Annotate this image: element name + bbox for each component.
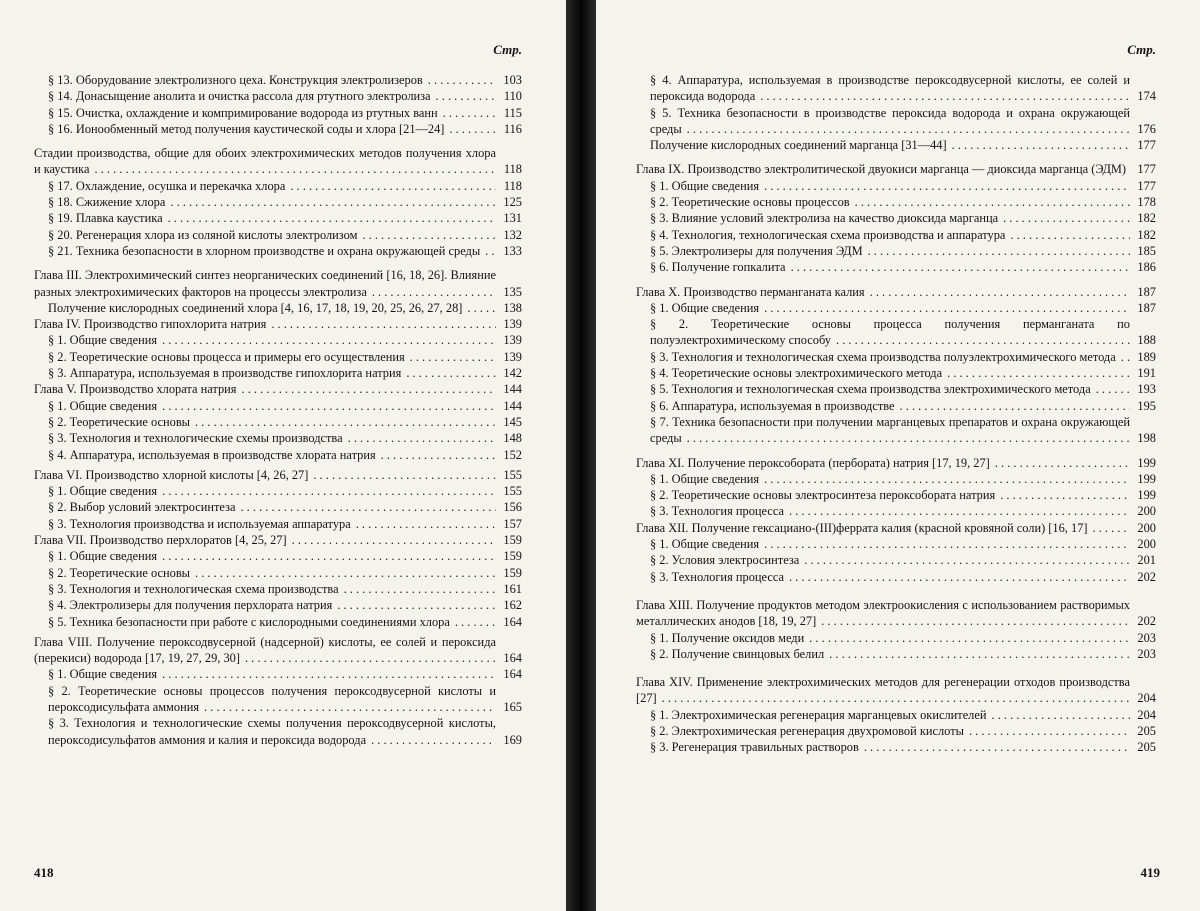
toc-entry-page: 203: [1130, 646, 1156, 662]
toc-entry-title: § 2. Теоретические основы процесса и примеры его осуществления: [48, 349, 405, 364]
toc-entry-page: 169: [496, 732, 522, 748]
right-page: [596, 0, 1200, 911]
toc-entry-page: 135: [496, 284, 522, 300]
toc-entry-title: Глава VII. Производство перхлоратов [4, 25, 27]: [34, 533, 287, 548]
toc-entry-page: 187: [1130, 284, 1156, 300]
toc-entry-page: 195: [1130, 398, 1156, 414]
toc-chapter-entry: [34, 467, 522, 483]
toc-section-entry: [34, 194, 522, 210]
toc-entry-page: 200: [1130, 520, 1156, 536]
toc-entry-title: Глава V. Производство хлората натрия: [34, 382, 237, 397]
toc-entry-page: 159: [496, 532, 522, 548]
toc-section-entry: [34, 227, 522, 243]
toc-entry-page: 164: [496, 666, 522, 682]
toc-entry-title: § 1. Общие сведения: [48, 333, 158, 348]
toc-entry-title: § 2. Электрохимическая регенерация двухромовой кислоты: [650, 723, 964, 738]
toc-entry-page: 202: [1130, 569, 1156, 585]
toc-entry-page: 161: [496, 581, 522, 597]
toc-entry-page: 132: [496, 227, 522, 243]
toc-entry-page: 191: [1130, 365, 1156, 381]
toc-entry-page: 177: [1130, 137, 1156, 153]
toc-entry-page: 152: [496, 447, 522, 463]
toc-entry-title: § 1. Общие сведения: [650, 537, 760, 552]
toc-entry-title: § 3. Регенерация травильных растворов: [650, 740, 859, 755]
toc-section-entry: [34, 447, 522, 463]
toc-chapter-entry: [636, 455, 1156, 471]
toc-entry-title: § 2. Выбор условий электросинтеза: [48, 500, 236, 515]
toc-section-entry: [636, 227, 1156, 243]
toc-chapter-entry: [636, 520, 1156, 536]
toc-entry-title: § 3. Технология и технологические схемы получения пероксодвусерной кислоты, пероксодисульфатов аммония и калия и пероксида водорода: [48, 716, 496, 747]
toc-entry-title: § 1. Общие сведения: [650, 471, 760, 486]
toc-entry-title: § 3. Влияние условий электролиза на качество диоксида марганца: [650, 211, 999, 226]
toc-section-entry: [34, 516, 522, 532]
toc-entry-title: § 2. Теоретические основы: [48, 565, 191, 580]
toc-entry-page: 188: [1130, 332, 1156, 348]
toc-section-entry: [636, 300, 1156, 316]
toc-entry-page: 155: [496, 467, 522, 483]
toc-section-entry: [636, 365, 1156, 381]
toc-section-entry: [34, 683, 522, 716]
toc-list-left: [34, 72, 522, 748]
toc-section-entry: [636, 72, 1156, 105]
toc-entry-title: § 1. Общие сведения: [650, 300, 760, 315]
toc-chapter-entry: [34, 381, 522, 397]
toc-entry-title: Глава XIV. Применение электрохимических методов для регенерации отходов производства [27]: [636, 675, 1130, 706]
toc-section-entry: [636, 259, 1156, 275]
toc-entry-title: § 1. Общие сведения: [48, 549, 158, 564]
toc-entry-title: § 4. Технология, технологическая схема производства и аппаратура: [650, 227, 1006, 242]
toc-entry-page: 199: [1130, 471, 1156, 487]
toc-section-entry: [636, 210, 1156, 226]
toc-entry-title: § 2. Теоретические основы: [48, 414, 191, 429]
toc-section-entry: [34, 398, 522, 414]
toc-entry-page: 182: [1130, 210, 1156, 226]
toc-entry-title: § 3. Технология и технологическая схема производства полуэлектрохимического метода: [650, 349, 1116, 364]
toc-entry-page: 205: [1130, 739, 1156, 755]
toc-entry-title: § 1. Получение оксидов меди: [650, 630, 805, 645]
toc-entry-page: 199: [1130, 487, 1156, 503]
toc-entry-page: 177: [1130, 161, 1156, 177]
toc-section-entry: [34, 88, 522, 104]
toc-section-entry: [34, 121, 522, 137]
toc-section-entry: [34, 365, 522, 381]
toc-section-entry: [636, 349, 1156, 365]
toc-section-entry: [636, 194, 1156, 210]
toc-entry-page: 139: [496, 316, 522, 332]
toc-section-entry: [34, 300, 522, 316]
toc-entry-page: 164: [496, 650, 522, 666]
toc-entry-title: § 18. Сжижение хлора: [48, 195, 166, 210]
toc-entry-page: 145: [496, 414, 522, 430]
toc-entry-title: § 5. Электролизеры для получения ЭДМ: [650, 243, 863, 258]
toc-section-entry: [34, 105, 522, 121]
toc-section-entry: [636, 503, 1156, 519]
toc-entry-page: 131: [496, 210, 522, 226]
toc-chapter-entry: [636, 284, 1156, 300]
toc-section-entry: [636, 707, 1156, 723]
toc-entry-page: 125: [496, 194, 522, 210]
toc-entry-title: § 3. Технология и технологическая схема производства: [48, 581, 339, 596]
toc-section-entry: [636, 381, 1156, 397]
toc-entry-title: § 1. Электрохимическая регенерация марганцевых окислителей: [650, 707, 987, 722]
toc-section-entry: [636, 243, 1156, 259]
toc-section-entry: [636, 398, 1156, 414]
toc-entry-title: § 21. Техника безопасности в хлорном производстве и охрана окружающей среды: [48, 243, 481, 258]
toc-entry-page: 186: [1130, 259, 1156, 275]
toc-entry-title: § 5. Технология и технологическая схема производства электрохимического метода: [650, 382, 1091, 397]
toc-section-entry: [34, 597, 522, 613]
toc-entry-title: § 1. Общие сведения: [48, 484, 158, 499]
toc-chapter-entry: [34, 145, 522, 178]
toc-section-entry: [34, 430, 522, 446]
page-column-header: Стр.: [1127, 42, 1156, 57]
toc-entry-page: 148: [496, 430, 522, 446]
toc-chapter-entry: [636, 674, 1156, 707]
toc-entry-title: § 1. Общие сведения: [650, 178, 760, 193]
toc-section-entry: [34, 349, 522, 365]
page-number: 418: [34, 865, 54, 880]
toc-entry-title: § 6. Получение гопкалита: [650, 260, 786, 275]
toc-chapter-entry: [34, 267, 522, 300]
toc-entry-title: § 3. Технология процесса: [650, 504, 784, 519]
toc-entry-title: § 2. Теоретические основы электросинтеза пероксобората натрия: [650, 488, 996, 503]
toc-entry-page: 118: [496, 178, 522, 194]
toc-entry-page: 139: [496, 332, 522, 348]
toc-entry-page: 138: [496, 300, 522, 316]
toc-entry-page: 110: [496, 88, 522, 104]
toc-section-entry: [636, 471, 1156, 487]
toc-entry-page: 133: [496, 243, 522, 259]
toc-entry-page: 204: [1130, 707, 1156, 723]
toc-entry-title: § 4. Аппаратура, используемая в производстве хлората натрия: [48, 447, 376, 462]
toc-entry-title: § 16. Ионообменный метод получения каустической соды и хлора [21—24]: [48, 121, 445, 136]
toc-entry-page: 201: [1130, 552, 1156, 568]
toc-entry-title: Глава XII. Получение гексациано-(III)феррата калия (красной кровяной соли) [16, 17]: [636, 520, 1088, 535]
toc-section-entry: [34, 332, 522, 348]
toc-entry-title: Глава XIII. Получение продуктов методом электроокисления с использованием растворимых металлических анодов [18, 19, 27]: [636, 597, 1130, 629]
page-column-header: Стр.: [493, 42, 522, 57]
toc-section-entry: [636, 552, 1156, 568]
toc-section-entry: [636, 178, 1156, 194]
toc-entry-title: § 1. Общие сведения: [48, 398, 158, 413]
toc-list-right: [636, 72, 1156, 756]
toc-entry-page: 187: [1130, 300, 1156, 316]
toc-entry-page: 189: [1130, 349, 1156, 365]
toc-entry-page: 165: [496, 699, 522, 715]
page-number: 419: [1140, 865, 1160, 880]
toc-chapter-entry: [636, 161, 1156, 177]
toc-entry-page: 200: [1130, 503, 1156, 519]
toc-section-entry: [636, 646, 1156, 662]
toc-entry-title: § 15. Очистка, охлаждение и компримирование водорода из ртутных ванн: [48, 105, 438, 120]
toc-entry-title: § 5. Техника безопасности при работе с кислородными соединениями хлора: [48, 614, 450, 629]
toc-section-entry: [34, 243, 522, 259]
toc-entry-page: 176: [1130, 121, 1156, 137]
toc-entry-title: § 2. Теоретические основы процессов получения пероксодвусерной кислоты и пероксодисульфата аммония: [48, 683, 496, 714]
toc-entry-title: § 1. Общие сведения: [48, 667, 158, 682]
toc-entry-page: 115: [496, 105, 522, 121]
toc-chapter-entry: [636, 597, 1156, 630]
toc-entry-page: 164: [496, 614, 522, 630]
toc-entry-title: § 4. Электролизеры для получения перхлората натрия: [48, 598, 333, 613]
toc-entry-page: 185: [1130, 243, 1156, 259]
toc-section-entry: [636, 739, 1156, 755]
toc-section-entry: [34, 581, 522, 597]
toc-chapter-entry: [34, 532, 522, 548]
left-page: [0, 0, 566, 911]
toc-section-entry: [636, 536, 1156, 552]
toc-entry-page: 199: [1130, 455, 1156, 471]
toc-section-entry: [636, 487, 1156, 503]
toc-chapter-entry: [34, 316, 522, 332]
toc-entry-page: 178: [1130, 194, 1156, 210]
toc-section-entry: [34, 499, 522, 515]
toc-entry-page: 116: [496, 121, 522, 137]
toc-entry-title: § 4. Аппаратура, используемая в производстве пероксодвусерной кислоты, ее солей и пероксида водорода: [650, 73, 1130, 104]
toc-entry-page: 204: [1130, 690, 1156, 706]
toc-entry-page: 144: [496, 381, 522, 397]
toc-section-entry: [34, 715, 522, 748]
toc-entry-page: 156: [496, 499, 522, 515]
toc-entry-title: § 2. Получение свинцовых белил: [650, 646, 825, 661]
toc-entry-page: 174: [1130, 88, 1156, 104]
toc-entry-title: Глава VIII. Получение пероксодвусерной (надсерной) кислоты, ее солей и пероксида (перекиси) водорода [17, 19, 27, 29, 30]: [34, 634, 496, 666]
toc-entry-title: § 20. Регенерация хлора из соляной кислоты электролизом: [48, 227, 358, 242]
toc-entry-page: 193: [1130, 381, 1156, 397]
toc-entry-page: 159: [496, 565, 522, 581]
toc-entry-title: § 13. Оборудование электролизного цеха. Конструкция электролизеров: [48, 73, 423, 87]
toc-entry-page: 198: [1130, 430, 1156, 446]
toc-entry-page: 157: [496, 516, 522, 532]
toc-entry-title: § 19. Плавка каустика: [48, 211, 163, 226]
toc-entry-page: 118: [496, 161, 522, 177]
toc-entry-title: § 5. Техника безопасности в производстве пероксида водорода и охрана окружающей среды: [650, 105, 1130, 136]
toc-entry-page: 139: [496, 349, 522, 365]
toc-entry-page: 203: [1130, 630, 1156, 646]
toc-entry-page: 205: [1130, 723, 1156, 739]
toc-entry-page: 182: [1130, 227, 1156, 243]
toc-entry-title: § 2. Теоретические основы процессов: [650, 195, 850, 210]
toc-entry-page: 177: [1130, 178, 1156, 194]
toc-section-entry: [34, 666, 522, 682]
toc-section-entry: [34, 178, 522, 194]
toc-entry-page: 155: [496, 483, 522, 499]
toc-section-entry: [636, 137, 1156, 153]
toc-entry-title: § 6. Аппаратура, используемая в производстве: [650, 398, 895, 413]
toc-section-entry: [34, 548, 522, 564]
toc-entry-title: § 4. Теоретические основы электрохимического метода: [650, 366, 943, 381]
toc-entry-title: § 14. Донасыщение анолита и очистка рассола для ртутного электролиза: [48, 89, 431, 104]
toc-entry-title: Глава XI. Получение пероксобората (пербората) натрия [17, 19, 27]: [636, 455, 990, 470]
toc-entry-page: 144: [496, 398, 522, 414]
toc-entry-title: Получение кислородных соединений хлора [4, 16, 17, 18, 19, 20, 25, 26, 27, 28]: [48, 300, 463, 315]
toc-entry-title: Глава III. Электрохимический синтез неорганических соединений [16, 18, 26]. Влияние разных электрохимических факторов на процессы электролиза: [34, 268, 496, 299]
toc-section-entry: [636, 723, 1156, 739]
toc-entry-page: 162: [496, 597, 522, 613]
toc-section-entry: [636, 105, 1156, 138]
toc-section-entry: [636, 630, 1156, 646]
toc-section-entry: [636, 414, 1156, 447]
toc-entry-page: 202: [1130, 613, 1156, 629]
toc-entry-title: § 17. Охлаждение, осушка и перекачка хлора: [48, 178, 286, 193]
toc-entry-title: § 3. Аппаратура, используемая в производстве гипохлорита натрия: [48, 366, 402, 381]
toc-section-entry: [34, 483, 522, 499]
toc-entry-title: Получение кислородных соединений марганца [31—44]: [650, 138, 947, 153]
book-gutter: [566, 0, 596, 911]
toc-section-entry: [636, 316, 1156, 349]
toc-entry-title: Глава IX. Производство электролитической двуокиси марганца — диоксида марганца (ЭДМ): [636, 162, 1127, 177]
toc-chapter-entry: [34, 634, 522, 667]
toc-entry-title: § 3. Технология и технологические схемы производства: [48, 431, 343, 446]
toc-entry-title: Глава VI. Производство хлорной кислоты [4, 26, 27]: [34, 467, 309, 482]
toc-section-entry: [34, 614, 522, 630]
toc-entry-page: 200: [1130, 536, 1156, 552]
toc-entry-title: § 3. Технология процесса: [650, 569, 784, 584]
toc-entry-title: § 2. Теоретические основы процесса получения перманганата по полуэлектрохимическому способу: [650, 317, 1130, 348]
toc-entry-title: Глава IV. Производство гипохлорита натрия: [34, 317, 267, 332]
toc-section-entry: [34, 72, 522, 88]
toc-entry-title: Стадии производства, общие для обоих электрохимических методов получения хлора и каустика: [34, 146, 496, 177]
toc-section-entry: [34, 210, 522, 226]
toc-entry-title: Глава X. Производство перманганата калия: [636, 284, 865, 299]
toc-entry-page: 159: [496, 548, 522, 564]
toc-section-entry: [34, 565, 522, 581]
toc-section-entry: [34, 414, 522, 430]
toc-entry-page: 103: [496, 72, 522, 88]
toc-entry-title: § 7. Техника безопасности при получении марганцевых препаратов и охрана окружающей среды: [650, 414, 1130, 446]
toc-entry-page: 142: [496, 365, 522, 381]
toc-section-entry: [636, 569, 1156, 585]
toc-entry-title: § 2. Условия электросинтеза: [650, 553, 800, 568]
toc-entry-title: § 3. Технология производства и используемая аппаратура: [48, 516, 351, 531]
